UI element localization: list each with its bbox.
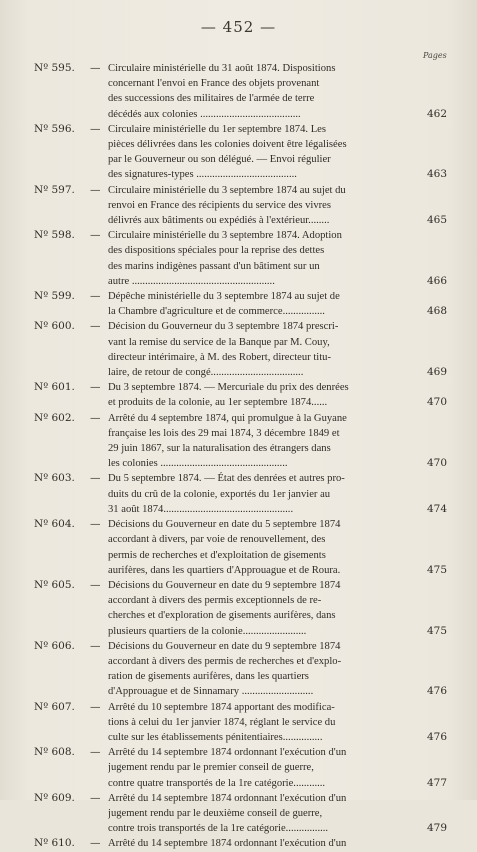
entry-text <box>108 61 420 122</box>
entry-dash: — <box>90 700 101 713</box>
entry-line: Décisions du Gouverneur en date du 9 septembre 1874 <box>108 579 341 591</box>
entry-line: cherches et d'exploration de gisements aurifères, dans <box>108 610 336 622</box>
entry-line: aurifères, dans les quartiers d'Approuague et de Roura. <box>108 564 341 576</box>
toc-entry <box>0 380 477 410</box>
entry-line: vant la remise du service de la Banque par M. Couy, <box>108 336 330 348</box>
entry-number: Nº 598. <box>34 229 75 242</box>
entry-line: Arrêté du 14 septembre 1874 ordonnant l'exécution d'un <box>108 792 347 804</box>
entry-line: les colonies ................................................ <box>108 458 288 470</box>
entry-line: d'Approuague et de Sinnamary ........................... <box>108 686 314 698</box>
entry-line: pièces délivrées dans les colonies doivent être légalisées <box>108 139 347 151</box>
entry-dash: — <box>90 837 101 850</box>
entry-number: Nº 600. <box>34 320 75 333</box>
entry-dash: — <box>90 472 101 485</box>
toc-entry <box>0 836 477 851</box>
entry-text <box>108 380 420 410</box>
entry-dash: — <box>90 746 101 759</box>
toc-entry <box>0 471 477 517</box>
toc-entry <box>0 183 477 229</box>
entry-line: Décisions du Gouverneur en date du 5 septembre 1874 <box>108 519 341 531</box>
entry-number: Nº 605. <box>34 578 75 591</box>
entry-line: plusieurs quartiers de la colonie........................ <box>108 625 307 637</box>
entry-line: Circulaire ministérielle du 1er septembre 1874. Les <box>108 123 326 135</box>
entry-dash: — <box>90 381 101 394</box>
entry-page-number: 474 <box>426 502 447 515</box>
entry-text <box>108 745 420 791</box>
entry-number: Nº 609. <box>34 791 75 804</box>
entry-line: la Chambre d'agriculture et de commerce................ <box>108 306 325 318</box>
entry-text <box>108 700 420 746</box>
toc-entry <box>0 122 477 183</box>
entry-line: autre ...................................................... <box>108 275 275 287</box>
entry-page-number: 475 <box>426 624 447 637</box>
entry-line: duits du crû de la colonie, exportés du 1er janvier au <box>108 488 331 500</box>
entry-dash: — <box>90 791 101 804</box>
entry-dash: — <box>90 229 101 242</box>
entry-line: des successions des militaires de l'armée de terre <box>108 93 315 105</box>
entry-line: accordant à divers, par voie de renouvellement, des <box>108 534 326 546</box>
entry-dash: — <box>90 320 101 333</box>
entry-line: Circulaire ministérielle du 31 août 1874. Dispositions <box>108 63 336 74</box>
toc-entry <box>0 228 477 289</box>
entry-dash: — <box>90 290 101 303</box>
entry-line: renvoi en France des récipients du service des vivres <box>108 199 331 211</box>
entry-line: Décisions du Gouverneur en date du 9 septembre 1874 <box>108 640 341 652</box>
entry-text <box>108 517 420 578</box>
toc-entry <box>0 639 477 700</box>
entry-line: tions à celui du 1er janvier 1874, réglant le service du <box>108 716 336 728</box>
entry-line: Du 3 septembre 1874. — Mercuriale du prix des denrées <box>108 382 349 394</box>
entry-line: ration de gisements aurifères, dans les quartiers <box>108 671 309 683</box>
entry-page-number: 476 <box>426 685 447 698</box>
entry-line: délivrés aux bâtiments ou expédiés à l'extérieur........ <box>108 215 330 227</box>
entry-number: Nº 610. <box>34 837 75 850</box>
entry-page-number: 466 <box>426 274 447 287</box>
entry-line: accordant à divers des permis exceptionnels de re- <box>108 595 322 607</box>
entry-line: Arrêté du 10 septembre 1874 apportant des modifica- <box>108 701 335 713</box>
entry-dash: — <box>90 639 101 652</box>
entry-page-number: 470 <box>426 457 447 470</box>
entry-page-number: 470 <box>426 396 447 409</box>
entry-line: française les lois des 29 mai 1874, 3 décembre 1849 et <box>108 427 340 439</box>
entry-text <box>108 289 420 319</box>
toc-entry <box>0 745 477 791</box>
entry-line: par le Gouverneur ou son délégué. — Envoi régulier <box>108 154 331 166</box>
entry-line: Du 5 septembre 1874. — État des denrées et autres pro- <box>108 473 345 485</box>
entry-page-number: 462 <box>426 107 447 120</box>
pages-column-label: Pages <box>423 51 447 60</box>
entry-page-number: 463 <box>426 168 447 181</box>
entry-line: Arrêté du 4 septembre 1874, qui promulgue à la Guyane <box>108 412 347 424</box>
entry-number: Nº 602. <box>34 411 75 424</box>
entry-line: permis de recherches et d'exploitation de gisements <box>108 549 326 561</box>
entry-text <box>108 183 420 229</box>
entry-line: culte sur les établissements pénitentiaires............... <box>108 731 323 743</box>
toc-entry <box>0 700 477 746</box>
entry-text <box>108 471 420 517</box>
entry-line: Dépêche ministérielle du 3 septembre 1874 au sujet de <box>108 291 340 303</box>
entry-dash: — <box>90 62 101 74</box>
entry-page-number: 469 <box>426 366 447 379</box>
entry-number: Nº 608. <box>34 746 75 759</box>
entry-text <box>108 319 420 380</box>
entry-dash: — <box>90 122 101 135</box>
entry-text <box>108 836 420 851</box>
entry-page-number: 479 <box>426 822 447 835</box>
entry-line: Arrêté du 14 septembre 1874 ordonnant l'exécution d'un <box>108 838 347 850</box>
entry-number: Nº 595. <box>34 62 75 74</box>
entry-line: des signatures-types ...................................... <box>108 169 297 181</box>
entry-line: directeur intérimaire, à M. des Robert, directeur titu- <box>108 351 331 363</box>
entry-page-number: 477 <box>426 776 447 789</box>
entry-line: Circulaire ministérielle du 3 septembre 1874 au sujet du <box>108 184 346 196</box>
entry-page-number: 475 <box>426 563 447 576</box>
entry-number: Nº 599. <box>34 290 75 303</box>
toc-entry <box>0 289 477 319</box>
entry-line: accordant à divers des permis de recherches et d'explo- <box>108 655 342 667</box>
entry-number: Nº 603. <box>34 472 75 485</box>
entry-line: contre trois transportés de la 1re catégorie................ <box>108 823 329 835</box>
page-number: — 452 — <box>200 18 277 36</box>
entry-number: Nº 597. <box>34 183 75 196</box>
entry-line: Circulaire ministérielle du 3 septembre 1874. Adoption <box>108 230 342 242</box>
toc-entry <box>0 517 477 578</box>
toc-entry <box>0 578 477 639</box>
toc-entry <box>0 411 477 472</box>
entry-number: Nº 607. <box>34 700 75 713</box>
entry-text <box>108 578 420 639</box>
entry-line: contre quatre transportés de la 1re catégorie............ <box>108 777 326 789</box>
toc-entry <box>0 791 477 837</box>
entry-dash: — <box>90 578 101 591</box>
entry-text <box>108 228 420 289</box>
entry-dash: — <box>90 411 101 424</box>
entry-line: Arrêté du 14 septembre 1874 ordonnant l'exécution d'un <box>108 747 347 759</box>
entry-line: Décision du Gouverneur du 3 septembre 1874 prescri- <box>108 321 339 333</box>
entry-number: Nº 606. <box>34 639 75 652</box>
entry-page-number: 465 <box>426 214 447 227</box>
entry-line: et produits de la colonie, au 1er septembre 1874...... <box>108 397 328 409</box>
entry-page-number: 476 <box>426 730 447 743</box>
entry-line: jugement rendu par le premier conseil de guerre, <box>108 762 314 774</box>
entry-line: jugement rendu par le deuxième conseil de guerre, <box>108 807 323 819</box>
entry-text <box>108 122 420 183</box>
table-of-contents <box>0 61 477 852</box>
entry-dash: — <box>90 183 101 196</box>
toc-entry <box>0 61 477 122</box>
entry-line: décédés aux colonies ...................................... <box>108 108 301 120</box>
entry-text <box>108 411 420 472</box>
entry-line: des marins indigènes passant d'un bâtiment sur un <box>108 260 320 272</box>
entry-page-number: 468 <box>426 305 447 318</box>
toc-entry <box>0 319 477 380</box>
entry-line: concernant l'envoi en France des objets provenant <box>108 78 320 90</box>
entry-line: des dispositions spéciales pour la reprise des dettes <box>108 245 325 257</box>
entry-text <box>108 639 420 700</box>
entry-number: Nº 604. <box>34 518 75 531</box>
entry-line: 29 juin 1867, sur la naturalisation des étrangers dans <box>108 443 331 455</box>
entry-number: Nº 601. <box>34 381 75 394</box>
entry-dash: — <box>90 518 101 531</box>
entry-line: 31 août 1874................................................. <box>108 503 294 515</box>
entry-text <box>108 791 420 837</box>
entry-number: Nº 596. <box>34 122 75 135</box>
entry-line: laire, de retour de congé................................... <box>108 367 304 379</box>
